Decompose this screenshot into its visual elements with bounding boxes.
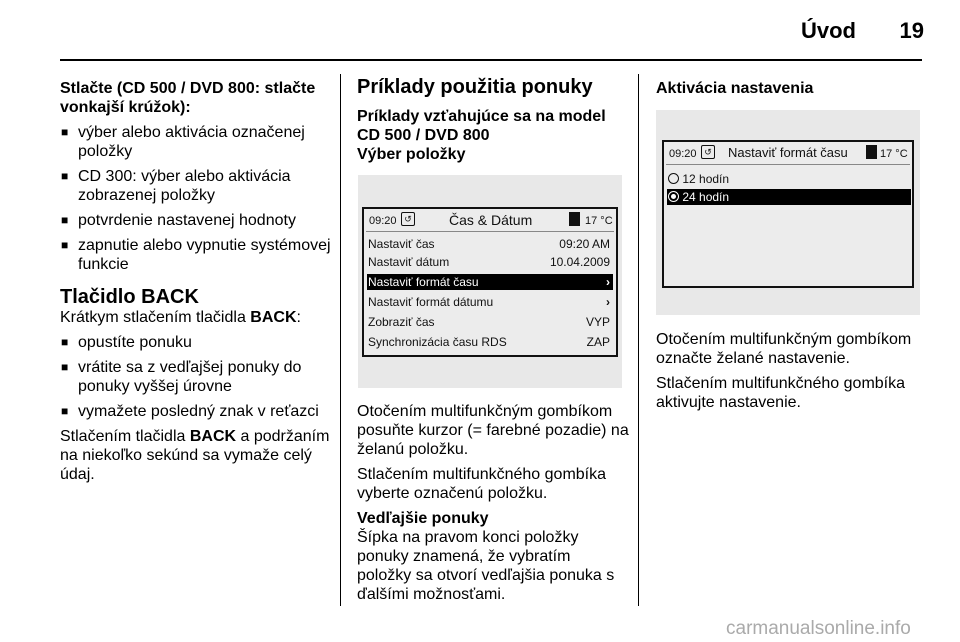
long-press-pre: Stlačením tlačidla (60, 428, 190, 445)
menu-row-label: Zobraziť čas (368, 315, 435, 329)
list-item: ■ CD 300: výber alebo aktivácia zobrazenej položky (60, 167, 332, 205)
watermark: carmanualsonline.info (726, 618, 911, 639)
display-time: 09:20 (369, 215, 397, 227)
page-number: 19 (899, 18, 924, 43)
option-label: 12 hodín (682, 172, 730, 186)
column-3 (656, 72, 928, 98)
menu-row-label: Nastaviť formát času (368, 275, 479, 289)
back-intro (60, 308, 332, 327)
radio-unselected-icon (668, 173, 679, 184)
long-press-post: a podržaním na niekoľko sekúnd sa vymaže celý údaj. (60, 428, 330, 483)
menu-row-label: Nastaviť čas (368, 237, 435, 251)
display-title: Čas & Dátum (449, 212, 533, 228)
screen-image-1 (358, 175, 622, 388)
header-rule (60, 59, 922, 61)
back-intro-pre: Krátkym stlačením tlačidla (60, 309, 251, 326)
paragraph: Šípka na pravom konci položky ponuky znamená, že vybratím položky sa otvorí vedľajšia ponuka s ďalšími možnosťami. (357, 529, 615, 603)
column-separator-1 (340, 74, 341, 606)
back-heading: Tlačidlo BACK (60, 286, 199, 308)
column-1 (60, 72, 332, 484)
menu-row-value: ZAP (586, 335, 610, 349)
item-select-heading: Výber položky (357, 146, 466, 163)
list-item: ■ potvrdenie nastavenej hodnoty (60, 211, 332, 230)
intro-text: Stlačte (CD 500 / DVD 800: stlačte vonkajší krúžok): (60, 80, 316, 116)
menu-row-6[interactable] (368, 335, 610, 349)
long-press-key: BACK (189, 428, 237, 445)
menu-row-label: Synchronizácia času RDS (368, 335, 507, 349)
column-2 (357, 72, 629, 164)
menu-row-4[interactable] (368, 295, 610, 309)
long-press-text (60, 427, 332, 484)
submenu-heading: Vedľajšie ponuky (357, 510, 489, 527)
option-24h[interactable] (668, 190, 729, 204)
menu-row-value: › (606, 275, 610, 289)
section-heading: Príklady použitia ponuky (357, 76, 593, 98)
display-temp: 17 °C (585, 215, 613, 227)
paragraph: Otočením multifunkčným gombíkom posuňte kurzor (= farebné pozadie) na želanú položku. (357, 403, 629, 458)
menu-row-value: VYP (585, 315, 610, 329)
section-subheading: Príklady vzťahujúce sa na model CD 500 / DVD 800 (357, 108, 606, 144)
menu-row-5[interactable] (368, 315, 610, 329)
return-icon: ↺ (401, 212, 415, 226)
option-label: 24 hodín (682, 190, 730, 204)
display-2 (662, 140, 914, 288)
activation-heading: Aktivácia nastavenia (656, 80, 814, 97)
page-header-title: Úvod (801, 18, 856, 43)
paragraph: Stlačením multifunkčného gombíka aktivujte nastavenie. (656, 375, 906, 411)
list-item: ■ zapnutie alebo vypnutie systémovej funkcie (60, 236, 332, 274)
display-temp: 17 °C (880, 148, 908, 160)
return-icon: ↺ (701, 145, 715, 159)
menu-row-2[interactable] (368, 255, 610, 269)
display-1 (362, 207, 618, 357)
menu-row-1[interactable] (368, 237, 610, 251)
option-12h[interactable] (668, 172, 729, 186)
back-key: BACK (250, 309, 297, 326)
column-2-lower (357, 402, 629, 604)
radio-selected-icon (668, 191, 679, 202)
column-3-lower (656, 330, 928, 412)
list-item: ■ vymažete posledný znak v reťazci (60, 402, 332, 421)
menu-row-value: › (606, 295, 610, 309)
display-time: 09:20 (669, 148, 697, 160)
back-bullets (60, 333, 332, 421)
press-bullets (60, 123, 332, 274)
column-separator-2 (638, 74, 639, 606)
list-item: ■ vrátite sa z vedľajšej ponuky do ponuky vyššej úrovne (60, 358, 332, 396)
display-title: Nastaviť formát času (728, 145, 848, 160)
menu-row-label: Nastaviť dátum (368, 255, 450, 269)
list-item: ■ výber alebo aktivácia označenej položky (60, 123, 332, 161)
paragraph: Otočením multifunkčným gombíkom označte želané nastavenie. (656, 331, 912, 367)
menu-row-label: Nastaviť formát dátumu (368, 295, 494, 309)
fuel-icon (569, 212, 580, 226)
screen-image-2 (656, 110, 920, 315)
list-item: ■ opustíte ponuku (60, 333, 332, 352)
menu-row-value: 10.04.2009 (549, 255, 610, 269)
fuel-icon (866, 145, 877, 159)
menu-row-3[interactable] (368, 275, 610, 289)
menu-row-value: 09:20 AM (559, 237, 610, 251)
back-intro-post: : (296, 309, 301, 326)
paragraph: Stlačením multifunkčného gombíka vyberte označenú položku. (357, 466, 607, 502)
